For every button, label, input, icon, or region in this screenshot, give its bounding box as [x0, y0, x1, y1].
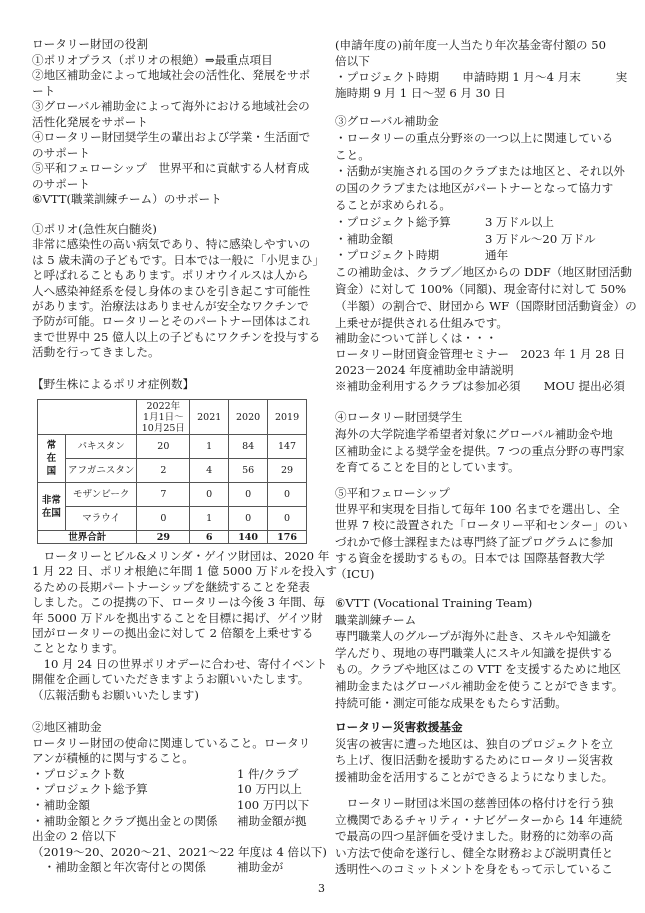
text-section	[335, 485, 628, 582]
text-line: 出金の 2 倍以下	[32, 829, 117, 844]
text-section	[335, 330, 625, 394]
text-line: 専門職業人のグループが海外に赴き、スキルや知識を	[335, 629, 612, 644]
text-line: 上乗せが提供される仕組みです。	[335, 315, 508, 330]
total-row	[38, 531, 307, 544]
section-heading: ロータリー財団の役割	[32, 37, 148, 51]
text-line: ③グローバル補助金によって海外における地域社会の	[32, 99, 310, 113]
text-line: 世界平和実現を目指して毎年 100 名までを選出し、全	[335, 502, 620, 517]
text-line: 持続可能・測定可能な成果をもたらす活動。	[335, 695, 567, 710]
text-line: 立機関であるチャリティ・ナビゲーターから 14 年連続	[335, 812, 623, 827]
text-section	[32, 377, 194, 392]
text-line: （ICU)	[335, 566, 375, 581]
text-line: 資金）に対して 100%（同額)、現金寄付に対して 50%	[335, 281, 627, 296]
text-line: 開催を企画していただきますようお願いいたします。	[32, 672, 310, 687]
text-line: 海外の大学院進学希望者対象にグローバル補助金や地	[335, 426, 613, 441]
text-line	[32, 814, 327, 830]
item-label: ・補助金額と年次寄付との関係	[32, 860, 206, 875]
country-cell: パキスタン	[65, 435, 137, 459]
text-line: ※補助金利用するクラブは参加必須 MOU 提出必須	[335, 379, 625, 393]
text-line: と呼ばれることもあります。ポリオウイルスは人から	[32, 268, 309, 283]
section-heading: ⑤平和フェローシップ	[335, 486, 450, 500]
item-value: 3 万ドル～20 万ドル	[485, 231, 596, 246]
text-section	[32, 720, 327, 876]
item-label: ・補助金額とクラブ拠出金との関係	[32, 813, 218, 828]
text-line	[335, 247, 637, 264]
table-header-row	[38, 400, 307, 435]
text-line: ることが求められる。	[335, 197, 451, 212]
text-line: こと。	[335, 147, 370, 162]
text-line: るための長期パートナーシップを継続することを発表	[32, 579, 310, 594]
text-line: もの。クラブや地区はこの VTT を支援するために地区	[335, 662, 622, 677]
text-line: 1 月 22 日、ポリオ根絶に年間 1 億 5000 万ドルを投入す	[32, 564, 337, 579]
text-section	[32, 37, 310, 208]
text-line: （広報活動もお願いいたします)	[32, 687, 199, 702]
text-line: 年 5000 万ドルを拠出することを目標に掲げ、ゲイツ財	[32, 610, 323, 625]
group-label: 非常 在国	[38, 483, 66, 531]
text-line: 非常に感染性の高い病気であり、特に感染しやすいの	[32, 237, 311, 252]
value-cell: 0	[268, 483, 307, 507]
text-line: （半額）の割合で、財団から WF（国際財団活動資金）の	[335, 298, 637, 313]
text-line	[32, 767, 327, 783]
header-cell: 2019	[268, 400, 307, 435]
text-section	[335, 595, 623, 711]
item-value: 3 万ドル以上	[485, 214, 555, 229]
value-cell: 0	[190, 483, 229, 507]
text-line: 透明性へのコミットメントを身をもって示しているこ	[335, 862, 613, 877]
section-heading: ロータリー財団は米国の慈善団体の格付けを行う独	[335, 796, 614, 810]
text-line: 学んだり、現地の専門職業人にスキル知識を提供する	[335, 645, 614, 660]
text-line: ⑤平和フェローシップ 世界平和に貢献する人材育成	[32, 161, 310, 175]
text-line: 援補助金を活用することができるようになりました。	[335, 769, 614, 784]
text-section	[32, 549, 337, 703]
section-heading: (申請年度の)前年度一人当たり年次基金寄付額の 50	[335, 38, 606, 52]
text-line: づれかで修士課程または専門終了証プログラムに参加	[335, 534, 614, 549]
text-line: ・活動が実施される国のクラブまたは地区と、それ以外	[335, 164, 625, 179]
section-heading: ②地区補助金	[32, 720, 102, 734]
text-line	[32, 860, 327, 876]
text-line: しました。この提携の下、ロータリーは今後 3 年間、毎	[32, 595, 325, 610]
item-label: ・補助金額	[335, 231, 393, 246]
page-number: 3	[318, 882, 325, 895]
value-cell: 20	[137, 435, 190, 459]
text-line: ロータリー財団の使命に関連していること。ロータリ	[32, 735, 311, 750]
value-cell: 0	[137, 507, 190, 531]
country-cell: アフガニスタン	[65, 459, 137, 483]
section-heading: ①ポリオ(急性灰白髄炎)	[32, 222, 157, 236]
text-line: する資金を援助するもの。日本では 国際基督教大学	[335, 550, 605, 565]
total-value: 140	[229, 531, 268, 544]
country-cell: モザンビーク	[65, 483, 137, 507]
value-cell: 0	[268, 507, 307, 531]
text-line	[335, 214, 637, 231]
text-line: 活動を行ってきました。	[32, 345, 160, 360]
text-section	[32, 222, 324, 361]
country-cell: マラウイ	[65, 507, 137, 531]
text-line: まで世界中 25 億人以上の子どもにワクチンを投与する	[32, 329, 321, 344]
text-line: 2023－2024 年度補助金申請説明	[335, 363, 514, 377]
text-line: ート	[32, 83, 56, 98]
value-cell: 4	[190, 459, 229, 483]
total-value: 29	[137, 531, 190, 544]
text-line: 10 月 24 日の世界ポリオデーに合わせ、寄付イベント	[32, 656, 328, 671]
text-line: 予防が可能。ロータリーとそのパートナー団体はこれ	[32, 314, 311, 329]
text-line: こととなります。	[32, 641, 124, 656]
section-heading: 補助金について詳しくは・・・	[335, 331, 498, 345]
group-label: 常 在 国	[38, 435, 66, 483]
total-value: 6	[190, 531, 229, 544]
section-heading: ロータリー災害救援基金	[335, 720, 463, 734]
item-label: ・プロジェクト総予算	[335, 214, 451, 229]
value-cell: 2	[137, 459, 190, 483]
text-line	[335, 231, 637, 248]
table-row	[38, 507, 307, 531]
item-label: ・プロジェクト時期	[335, 248, 440, 263]
text-line: 補助金またはグローバル補助金を使うことができます。	[335, 678, 624, 693]
text-line: ⑥VTT(職業訓練チーム）のサポート	[32, 192, 222, 206]
value-cell: 29	[268, 459, 307, 483]
text-line: （2019～20、2020～21、2021～22 年度は 4 倍以下)	[32, 844, 327, 859]
section-heading: ⑥VTT (Vocational Training Team)	[335, 596, 533, 610]
text-section	[335, 113, 637, 331]
text-line: 活性化発展をサポート	[32, 114, 148, 129]
text-line	[32, 798, 327, 814]
text-line: 災害の被害に遭った地区は、独自のプロジェクトを立	[335, 736, 614, 751]
text-line: を育てることを目的としています。	[335, 460, 520, 475]
text-line: 団がロータリーの拠出金に対して 2 倍額を上乗せする	[32, 625, 314, 640]
text-line: のサポート	[32, 176, 90, 191]
section-heading: ④ロータリー財団奨学生	[335, 410, 463, 424]
header-cell: 2020	[229, 400, 268, 435]
value-cell: 0	[229, 483, 268, 507]
item-value: 1 件/クラブ	[237, 766, 299, 781]
text-line: があります。治療法はありませんが安全なワクチンで	[32, 298, 309, 313]
item-label: ・補助金額	[32, 797, 90, 812]
text-line: ②地区補助金によって地域社会の活性化、発展をサポ	[32, 68, 311, 82]
value-cell: 7	[137, 483, 190, 507]
total-value: 176	[268, 531, 307, 544]
text-line: ①ポリオプラス（ポリオの根絶）⇒最重点項目	[32, 52, 273, 67]
header-cell	[38, 400, 137, 435]
text-section	[335, 719, 613, 785]
text-line: で最高の四つ星評価を受けました。財務的に効率の高	[335, 829, 614, 844]
text-line: い方法で使命を遂行し、健全な財務および説明責任と	[335, 845, 614, 860]
text-line: ・ロータリーの重点分野※の一つ以上に関連している	[335, 130, 614, 145]
value-cell: 84	[229, 435, 268, 459]
item-label: ・プロジェクト数	[32, 766, 125, 781]
text-line: 職業訓練チーム	[335, 612, 417, 627]
text-line: ち上げ、復旧活動を援助するためにロータリー災害救	[335, 753, 613, 768]
text-line: この補助金は、クラブ／地区からの DDF（地区財団活動	[335, 265, 632, 280]
section-heading: ③グローバル補助金	[335, 114, 439, 128]
value-cell: 0	[229, 507, 268, 531]
header-cell: 2022年 1月1日～ 10月25日	[137, 400, 190, 435]
item-value: 10 万円以上	[237, 782, 302, 797]
text-section	[335, 37, 627, 101]
text-line: ・プロジェクト時期 申請時期 1 月～4 月末 実	[335, 70, 628, 84]
item-value: 補助金が	[237, 860, 284, 875]
text-line: ④ロータリー財団奨学生の輩出および学業・生活面で	[32, 130, 311, 144]
table-row	[38, 483, 307, 507]
text-line: は 5 歳未満の子どもです。日本では一般に「小児まひ」	[32, 252, 325, 267]
text-line: ロータリー財団資金管理セミナー 2023 年 1 月 28 日	[335, 347, 626, 361]
text-line: 世界 7 校に設置された「ロータリー平和センター」のい	[335, 518, 628, 533]
text-line: のサポート	[32, 145, 90, 160]
table-row	[38, 459, 307, 483]
total-label: 世界合計	[38, 531, 137, 544]
value-cell: 1	[190, 507, 229, 531]
item-value: 通年	[485, 248, 509, 263]
item-value: 100 万円以下	[237, 797, 310, 812]
text-section	[335, 409, 624, 476]
text-section	[335, 795, 622, 878]
value-cell: 147	[268, 435, 307, 459]
value-cell: 1	[190, 435, 229, 459]
text-line: の国のクラブまたは地区がパートナーとなって協力す	[335, 181, 614, 196]
text-line: 区補助金による奨学金を提供。7 つの重点分野の専門家	[335, 443, 625, 458]
text-line	[32, 782, 327, 798]
text-line: 施時期 9 月 1 日～翌 6 月 30 日	[335, 86, 506, 100]
item-label: ・プロジェクト総予算	[32, 782, 148, 797]
value-cell: 56	[229, 459, 268, 483]
table-row	[38, 435, 307, 459]
section-heading: 【野生株によるポリオ症例数】	[32, 377, 195, 391]
section-heading: ロータリーとビル&メリンダ・ゲイツ財団は、2020 年	[32, 549, 330, 563]
header-cell: 2021	[190, 400, 229, 435]
text-line: アンが積極的に関与すること。	[32, 751, 194, 766]
text-line: 人へ感染神経系を侵し身体のまひを引き起こす可能性	[32, 283, 311, 298]
text-line: 倍以下	[335, 54, 370, 68]
polio-cases-table	[37, 399, 307, 544]
item-value: 補助金額が拠	[237, 813, 307, 828]
